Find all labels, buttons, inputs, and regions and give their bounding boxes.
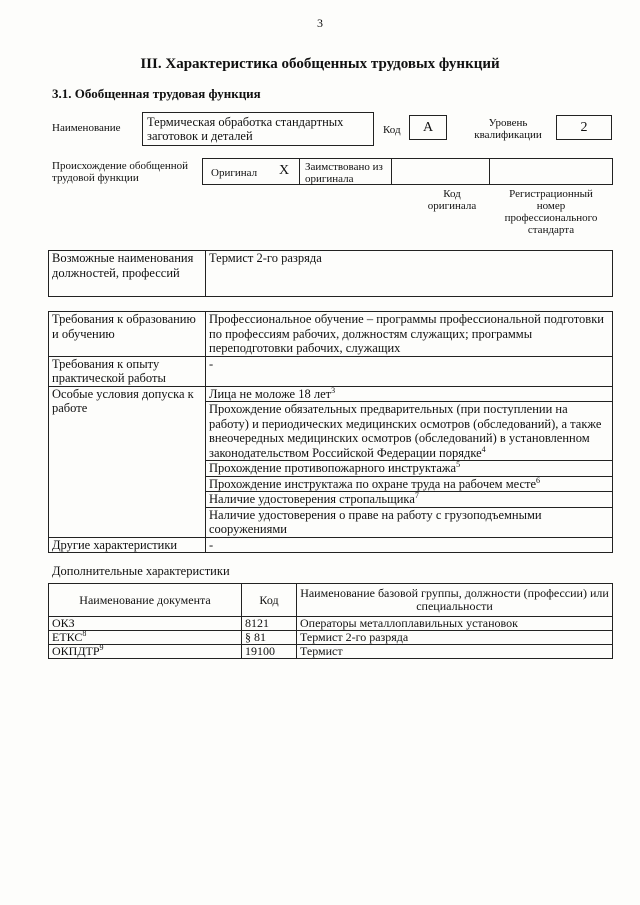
qualification-level-value: 2 xyxy=(580,120,588,135)
origin-borrowed-label: Заимствовано из оригинала xyxy=(305,161,383,185)
positions-label: Возможные наименования должностей, профессий xyxy=(49,251,206,297)
function-code-value: A xyxy=(422,120,434,135)
conditions-label: Особые условия допуска к работе xyxy=(49,386,206,537)
origin-label: Происхождение обобщенной трудовой функции xyxy=(52,160,189,184)
function-code-label: Код xyxy=(383,124,401,136)
qualification-level-box xyxy=(556,115,612,140)
positions-table xyxy=(48,250,613,297)
condition-item: Прохождение противопожарного инструктажа$^5$ xyxy=(206,461,613,477)
origin-original-label: Оригинал xyxy=(211,167,258,179)
education-value: Профессиональное обучение – программы профессиональной подготовки по профессиям рабочих, должностям служащих; программы переподготовки рабочих, служащих xyxy=(206,312,613,357)
origin-original-cell xyxy=(202,158,300,185)
condition-item: Прохождение инструктажа по охране труда на рабочем месте$^6$ xyxy=(206,476,613,492)
function-name-value: Термическая обработка стандартных заготовок и деталей xyxy=(147,115,344,143)
footnote-ref: 8 xyxy=(82,629,87,638)
condition-item: Лица не моложе 18 лет$^3$ xyxy=(206,386,613,402)
table-row xyxy=(49,631,613,645)
experience-value: - xyxy=(206,356,613,386)
requirements-table xyxy=(48,311,613,553)
row-name: Термист xyxy=(297,645,613,659)
footnote-ref: 6 xyxy=(536,475,541,485)
other-label: Другие характеристики xyxy=(49,537,206,553)
row-doc: ОКЗ xyxy=(49,617,242,631)
function-name-label: Наименование xyxy=(52,122,121,134)
origin-code-cell xyxy=(391,158,490,185)
subsection-title: 3.1. Обобщенная трудовая функция xyxy=(52,86,261,101)
condition-item: Наличие удостоверения стропальщика$^7$ xyxy=(206,492,613,508)
row-name: Термист 2-го разряда xyxy=(297,631,613,645)
origin-reg-cell xyxy=(489,158,613,185)
footnote-ref: 4 xyxy=(481,444,486,454)
row-code: 19100 xyxy=(242,645,297,659)
additional-table xyxy=(48,583,613,659)
row-doc: ОКПДТР$^9$ xyxy=(49,645,242,659)
origin-borrowed-cell xyxy=(299,158,392,185)
footnote-ref: 5 xyxy=(456,459,461,469)
row-name: Операторы металлоплавильных установок xyxy=(297,617,613,631)
footnote-ref: 9 xyxy=(99,643,104,652)
row-code: 8121 xyxy=(242,617,297,631)
education-label: Требования к образованию и обучению xyxy=(49,312,206,357)
positions-value: Термист 2-го разряда xyxy=(206,251,613,297)
footnote-ref: 7 xyxy=(414,490,419,500)
origin-original-mark: X xyxy=(279,163,290,178)
condition-item: Прохождение обязательных предварительных (при поступлении на работу) и периодических медицинских осмотров (обследований), а также внеочередных медицинских осмотров (обследований) в установленном законодательством Российской Федерации порядке$^4$ xyxy=(206,402,613,461)
origin-reg-caption: Регистрационный номер профессионального стандарта xyxy=(504,188,598,236)
table-row xyxy=(49,645,613,659)
footnote-ref: 3 xyxy=(331,385,336,395)
header-code: Код xyxy=(242,584,297,617)
table-row xyxy=(49,617,613,631)
function-name-box xyxy=(142,112,374,146)
section-title: III. Характеристика обобщенных трудовых функций xyxy=(140,56,500,72)
header-document: Наименование документа xyxy=(49,584,242,617)
condition-item: Наличие удостоверения о праве на работу с грузоподъемными сооружениями xyxy=(206,507,613,537)
page-number: 3 xyxy=(317,16,323,30)
origin-code-caption: Код оригинала xyxy=(427,188,477,212)
experience-label: Требования к опыту практической работы xyxy=(49,356,206,386)
other-value: - xyxy=(206,537,613,553)
header-name: Наименование базовой группы, должности (профессии) или специальности xyxy=(297,584,613,617)
function-code-box xyxy=(409,115,447,140)
qualification-level-label: Уровень квалификации xyxy=(474,117,542,141)
row-code: § 81 xyxy=(242,631,297,645)
additional-title: Дополнительные характеристики xyxy=(52,564,230,578)
row-doc: ЕТКС$^8$ xyxy=(49,631,242,645)
